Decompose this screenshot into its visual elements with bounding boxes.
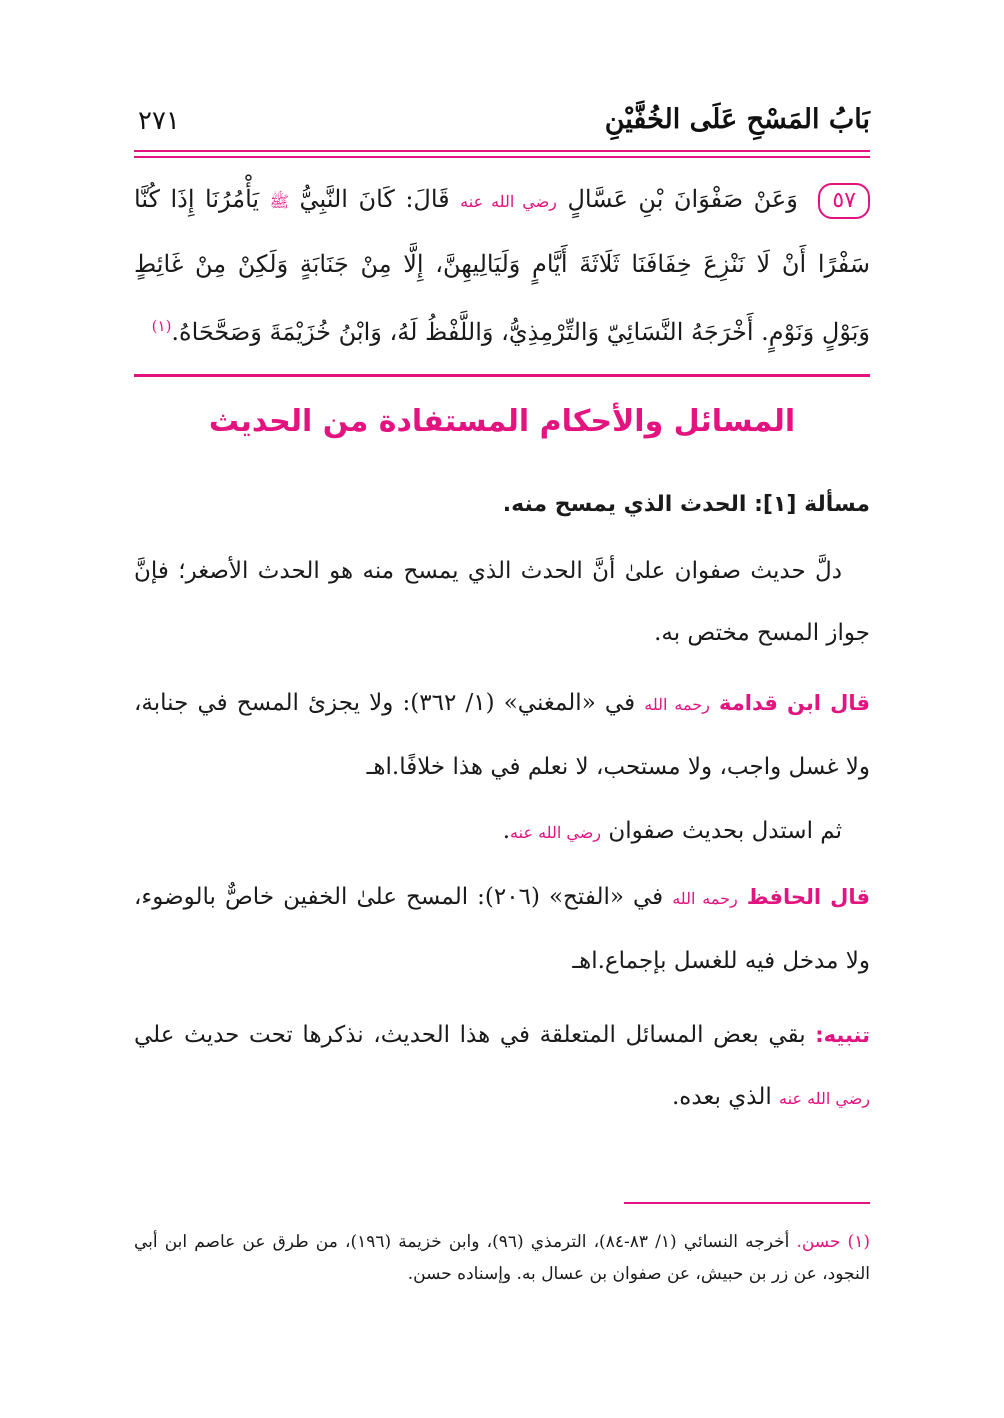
note-text-part-2: الذي بعده. bbox=[672, 1084, 772, 1110]
paragraph bbox=[134, 1004, 870, 1130]
salutation-glyph: ﷺ bbox=[269, 192, 289, 211]
quoted-scholar: قال الحافظ bbox=[746, 885, 871, 909]
note-text-part-1: بقي بعض المسائل المتعلقة في هذا الحديث، نذكرها تحت حديث علي bbox=[134, 1022, 806, 1048]
quote-text: في «المغني» (١/ ٣٦٢): ولا يجزئ المسح في جنابة، ولا غسل واجب، ولا مستحب، لا نعلم في هذا خلافًا.اهـ bbox=[134, 690, 870, 780]
header-rule-bottom bbox=[134, 156, 870, 158]
page-header bbox=[134, 100, 870, 144]
hadith-text-part-3: يَأْمُرُنَا إِذَا كُنَّا سَفْرًا أَنْ لَا نَنْزِعَ خِفَافَنَا ثَلَاثَةَ أَيَّامٍ وَلَيَالِيهِنَّ، إِلَّا مِنْ جَنَابَةٍ وَلَكِنْ مِنْ غَائِطٍ وَبَوْلٍ وَنَوْمٍ. أَخْرَجَهُ النَّسَائِيّ وَالتِّرْمِذِيُّ، وَاللَّفْظُ لَهُ، وَابْنُ خُزَيْمَةَ وَصَحَّحَاهُ. bbox=[134, 185, 870, 346]
hadith-text-part-1: وَعَنْ صَفْوَانَ بْنِ عَسَّالٍ bbox=[567, 185, 798, 213]
honorific-glyph: رضي الله عنه bbox=[460, 192, 557, 211]
hadith-number-badge: ٥٧ bbox=[818, 183, 870, 219]
issue-heading: مسألة [١]: الحدث الذي يمسح منه. bbox=[502, 492, 870, 517]
section-title: المسائل والأحكام المستفادة من الحديث bbox=[208, 404, 796, 439]
quote-text: في «الفتح» (٢٠٦): المسح علىٰ الخفين خاصٌّ بالوضوء، ولا مدخل فيه للغسل بإجماع.اهـ bbox=[134, 884, 870, 974]
paragraph: ثم استدل بحديث صفوان رضي الله عنه. bbox=[502, 818, 842, 844]
page-number: ٢٧١ bbox=[138, 106, 180, 136]
honorific-glyph: رحمه الله bbox=[672, 889, 738, 908]
footnote-divider bbox=[624, 1202, 870, 1204]
note-label: تنبيه: bbox=[815, 1023, 870, 1047]
hadith-text bbox=[134, 168, 870, 363]
honorific-glyph: رحمه الله bbox=[644, 695, 710, 714]
chapter-title: بَابُ المَسْحِ عَلَى الخُفَّيْنِ bbox=[604, 104, 870, 135]
paragraph-text: ثم استدل بحديث صفوان bbox=[608, 818, 842, 844]
footnote-text: أخرجه النسائي (١/ ٨٣-٨٤)، الترمذي (٩٦)، وابن خزيمة (١٩٦)، من طرق عن عاصم ابن أبي النجود، عن زر بن حبيش، عن صفوان بن عسال به. وإسناده حسن. bbox=[134, 1232, 870, 1284]
section-divider bbox=[134, 374, 870, 377]
paragraph: دلَّ حديث صفوان علىٰ أنَّ الحدث الذي يمسح منه هو الحدث الأصغر؛ فإنَّ جواز المسح مختص به. bbox=[134, 558, 870, 646]
paragraph bbox=[134, 866, 870, 992]
footnote bbox=[134, 1226, 870, 1290]
paragraph bbox=[134, 672, 870, 798]
quoted-scholar: قال ابن قدامة bbox=[719, 691, 871, 715]
header-rule-top bbox=[134, 150, 870, 152]
honorific-glyph: رضي الله عنه bbox=[510, 823, 602, 842]
footnote-reference[interactable]: (١) bbox=[151, 317, 172, 335]
honorific-glyph: رضي الله عنه bbox=[779, 1089, 870, 1108]
footnote-mark: (١) حسن. bbox=[796, 1232, 870, 1252]
hadith-text-part-2: قَالَ: كَانَ النَّبِيُّ bbox=[299, 185, 450, 213]
